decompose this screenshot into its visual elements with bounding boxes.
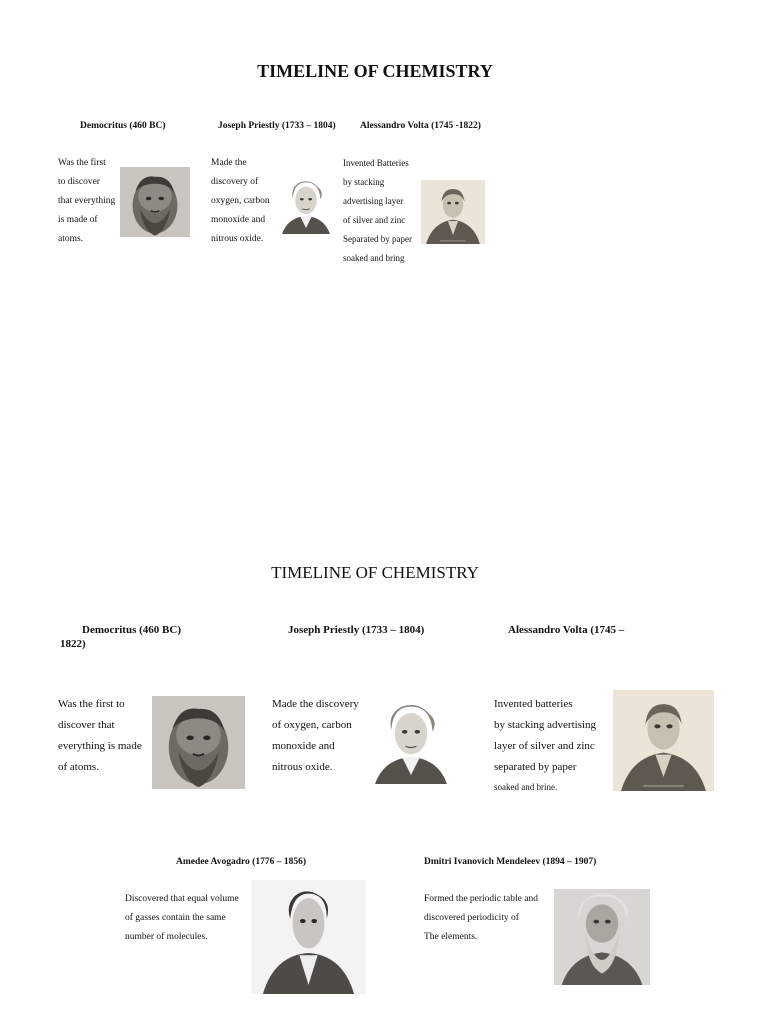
volta-name: Alessandro Volta (1745 – (508, 624, 625, 636)
text-line: of silver and zinc (343, 215, 406, 225)
text-line: to discover (58, 177, 100, 187)
democritus-name: Democritus (460 BC) (82, 624, 181, 636)
text-line: by stacking advertising (494, 719, 597, 731)
volta-portrait-icon (421, 160, 485, 264)
text-line: advertising layer (343, 196, 404, 206)
priestly-description (272, 694, 359, 778)
text-line: of atoms. (58, 761, 99, 773)
mendeleev-name: Dmitri Ivanovich Mendeleev (1894 – 1907) (424, 857, 597, 867)
page-1-title: TIMELINE OF CHEMISTRY (257, 61, 493, 81)
democritus-portrait-icon (152, 684, 245, 801)
text-line: atoms. (58, 234, 84, 244)
text-line: soaked and brine. (494, 782, 558, 792)
text-line: Invented Batteries (343, 158, 409, 168)
volta-description (494, 694, 596, 797)
priestly-name: Joseph Priestly (1733 – 1804) (218, 121, 336, 131)
text-line: Made the discovery (272, 698, 359, 710)
priestly-portrait-icon (276, 160, 336, 248)
text-line: Discovered that equal volume (125, 894, 239, 904)
democritus-description (58, 154, 115, 249)
text-line: monoxide and (211, 215, 266, 225)
avogadro-name: Amedee Avogadro (1776 – 1856) (176, 857, 306, 867)
text-line: is made of (58, 215, 98, 225)
mendeleev-description (424, 890, 538, 947)
text-line: Invented batteries (494, 698, 573, 710)
text-line: The elements. (424, 932, 478, 942)
text-line: separated by paper (494, 761, 577, 773)
avogadro-description (125, 890, 239, 947)
text-line: Was the first (58, 158, 106, 168)
democritus-portrait-icon (120, 160, 190, 244)
text-line: discovery of (211, 177, 259, 187)
democritus-description (58, 694, 142, 778)
text-line: nitrous oxide. (211, 234, 264, 244)
text-line: Formed the periodic table and (424, 894, 538, 904)
priestly-name: Joseph Priestly (1733 – 1804) (288, 624, 425, 636)
text-line: monoxide and (272, 740, 335, 752)
text-line: number of molecules. (125, 932, 208, 942)
text-line: everything is made (58, 740, 142, 752)
text-line: layer of silver and zinc (494, 740, 595, 752)
text-line: of gasses contain the same (125, 913, 226, 923)
page-2-title: TIMELINE OF CHEMISTRY (271, 563, 479, 582)
text-line: that everything (58, 196, 116, 206)
text-line: discovered periodicity of (424, 913, 519, 923)
volta-description (343, 154, 412, 268)
text-line: by stacking (343, 177, 385, 187)
volta-name-continued: 1822) (60, 638, 86, 650)
mendeleev-portrait-icon (554, 876, 650, 998)
priestly-portrait-icon (366, 678, 456, 800)
text-line: oxygen, carbon (211, 196, 270, 206)
volta-portrait-icon (613, 678, 714, 803)
text-line: Made the (211, 158, 247, 168)
volta-name: Alessandro Volta (1745 -1822) (360, 121, 481, 131)
text-line: soaked and bring (343, 253, 405, 263)
democritus-name: Democritus (460 BC) (80, 121, 166, 131)
text-line: discover that (58, 719, 115, 731)
text-line: Separated by paper (343, 234, 412, 244)
text-line: of oxygen, carbon (272, 719, 352, 731)
priestly-description (211, 154, 270, 249)
text-line: nitrous oxide. (272, 761, 333, 773)
text-line: Was the first to (58, 698, 125, 710)
avogadro-portrait-icon (247, 880, 370, 994)
